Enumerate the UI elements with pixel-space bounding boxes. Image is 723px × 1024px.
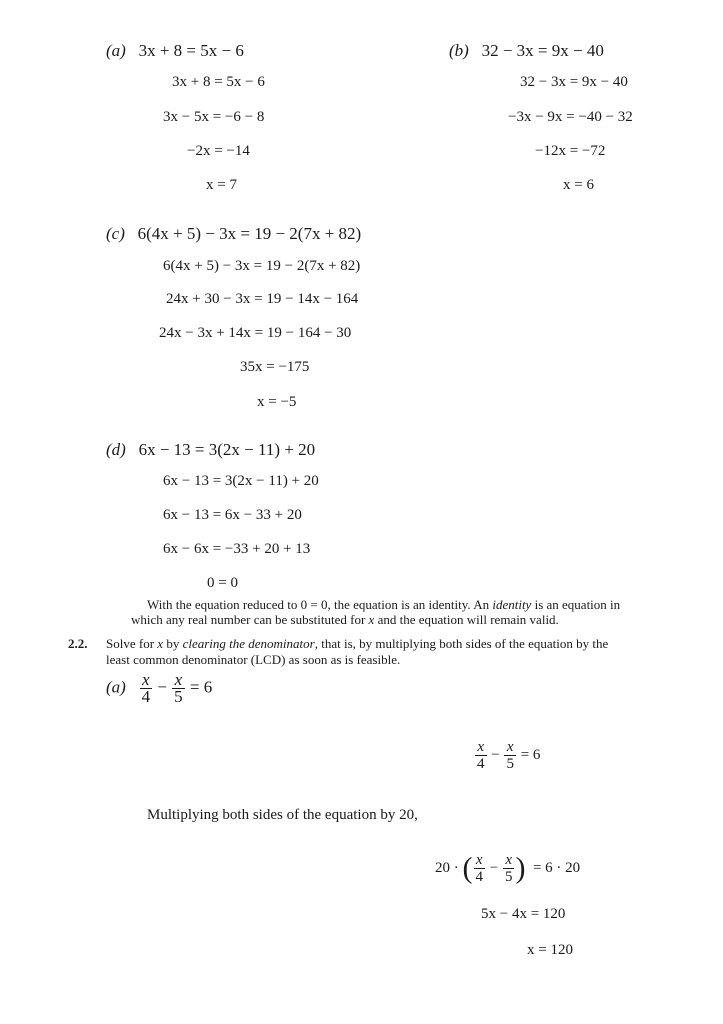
multiply-instruction: Multiplying both sides of the equation by 20, (147, 807, 418, 823)
identity-note-text-3: which any real number can be substituted for (131, 612, 369, 627)
part-c-equation: 6(4x + 5) − 3x = 19 − 2(7x + 82) (137, 224, 362, 243)
problem-text-line-1 (106, 636, 608, 651)
part-d-step-1: 6x − 13 = 3(2x − 11) + 20 (163, 473, 319, 489)
part-b-step-1: 32 − 3x = 9x − 40 (520, 74, 628, 90)
fraction-denominator: 4 (141, 687, 151, 706)
identity-note-text-4: and the equation will remain valid. (374, 612, 559, 627)
identity-note-var: x (368, 612, 375, 627)
equation-rhs: = 6 (520, 746, 541, 763)
problem-part-a-label: (a) (106, 677, 126, 697)
part-a-step-1: 3x + 8 = 5x − 6 (172, 74, 265, 90)
fraction-denominator: 4 (475, 869, 483, 885)
multiplication-step (435, 852, 580, 885)
problem-text-line-2: least common denominator (LCD) as soon as is feasible. (106, 652, 401, 667)
mult-left: 20 · (435, 859, 459, 876)
fraction-x-over-4 (140, 672, 153, 705)
fraction-denominator: 4 (477, 756, 485, 772)
part-d-label: (d) (106, 440, 126, 459)
fraction-numerator: x (475, 852, 483, 868)
part-c-step-4: 35x = −175 (240, 359, 310, 375)
minus-sign: − (491, 746, 500, 763)
identity-term: identity (492, 597, 532, 612)
part-a-step-3: −2x = −14 (187, 143, 250, 159)
minus-sign: − (489, 859, 499, 876)
restated-equation (474, 739, 540, 772)
fraction-x-over-5 (504, 739, 516, 772)
part-a-header (106, 41, 244, 61)
part-c-step-1: 6(4x + 5) − 3x = 19 − 2(7x + 82) (163, 258, 361, 274)
problem-text-b: by (163, 636, 183, 651)
fraction-numerator: x (142, 670, 150, 689)
identity-note-line-2 (131, 612, 559, 627)
fraction-x-over-4 (475, 739, 487, 772)
part-d-step-2: 6x − 13 = 6x − 33 + 20 (163, 507, 302, 523)
mult-right: = 6 · 20 (532, 859, 581, 876)
fraction-denominator: 5 (504, 869, 513, 885)
part-c-step-5: x = −5 (257, 394, 297, 410)
part-a-step-2: 3x − 5x = −6 − 8 (163, 109, 265, 125)
problem-text-a: Solve for (106, 636, 158, 651)
part-d-header (106, 440, 315, 460)
problem-step-3: x = 120 (527, 942, 573, 958)
problem-var: x (157, 636, 164, 651)
part-c-step-2: 24x + 30 − 3x = 19 − 14x − 164 (166, 291, 359, 307)
problem-emphasis: clearing the denominator (182, 636, 315, 651)
equation-rhs: = 6 (189, 677, 213, 697)
identity-note-line-1 (147, 597, 620, 612)
left-paren: ( (462, 851, 473, 885)
identity-note-text-2: is an equation in (531, 597, 621, 612)
fraction-denominator: 5 (506, 756, 514, 772)
part-b-equation: 32 − 3x = 9x − 40 (481, 41, 604, 60)
part-d-step-3: 6x − 6x = −33 + 20 + 13 (163, 541, 311, 557)
fraction-numerator: x (506, 739, 514, 755)
part-c-step-3: 24x − 3x + 14x = 19 − 164 − 30 (159, 325, 352, 341)
part-d-step-4: 0 = 0 (207, 575, 238, 591)
part-a-step-4: x = 7 (206, 177, 237, 193)
problem-number: 2.2. (68, 636, 88, 651)
part-b-header (449, 41, 604, 61)
part-b-step-4: x = 6 (563, 177, 594, 193)
problem-step-2: 5x − 4x = 120 (481, 906, 566, 922)
part-a-equation: 3x + 8 = 5x − 6 (138, 41, 244, 60)
problem-text-c: , that is, by multiplying both sides of the equation by the (314, 636, 609, 651)
fraction-numerator: x (477, 739, 485, 755)
fraction-numerator: x (505, 852, 513, 868)
part-c-header (106, 224, 361, 244)
fraction-x-over-5 (503, 852, 515, 885)
identity-note-text: With the equation reduced to 0 = 0, the equation is an identity. An (147, 597, 493, 612)
part-a-label: (a) (106, 41, 126, 60)
problem-part-a-header (106, 672, 212, 705)
part-b-step-3: −12x = −72 (535, 143, 606, 159)
part-d-equation: 6x − 13 = 3(2x − 11) + 20 (138, 440, 316, 459)
fraction-numerator: x (174, 670, 183, 689)
fraction-x-over-4 (474, 852, 486, 885)
part-b-label: (b) (449, 41, 469, 60)
part-b-step-2: −3x − 9x = −40 − 32 (508, 109, 633, 125)
minus-sign: − (157, 677, 167, 697)
right-paren: ) (515, 851, 526, 885)
part-c-label: (c) (106, 224, 125, 243)
fraction-denominator: 5 (174, 687, 183, 706)
fraction-x-over-5 (172, 672, 185, 705)
